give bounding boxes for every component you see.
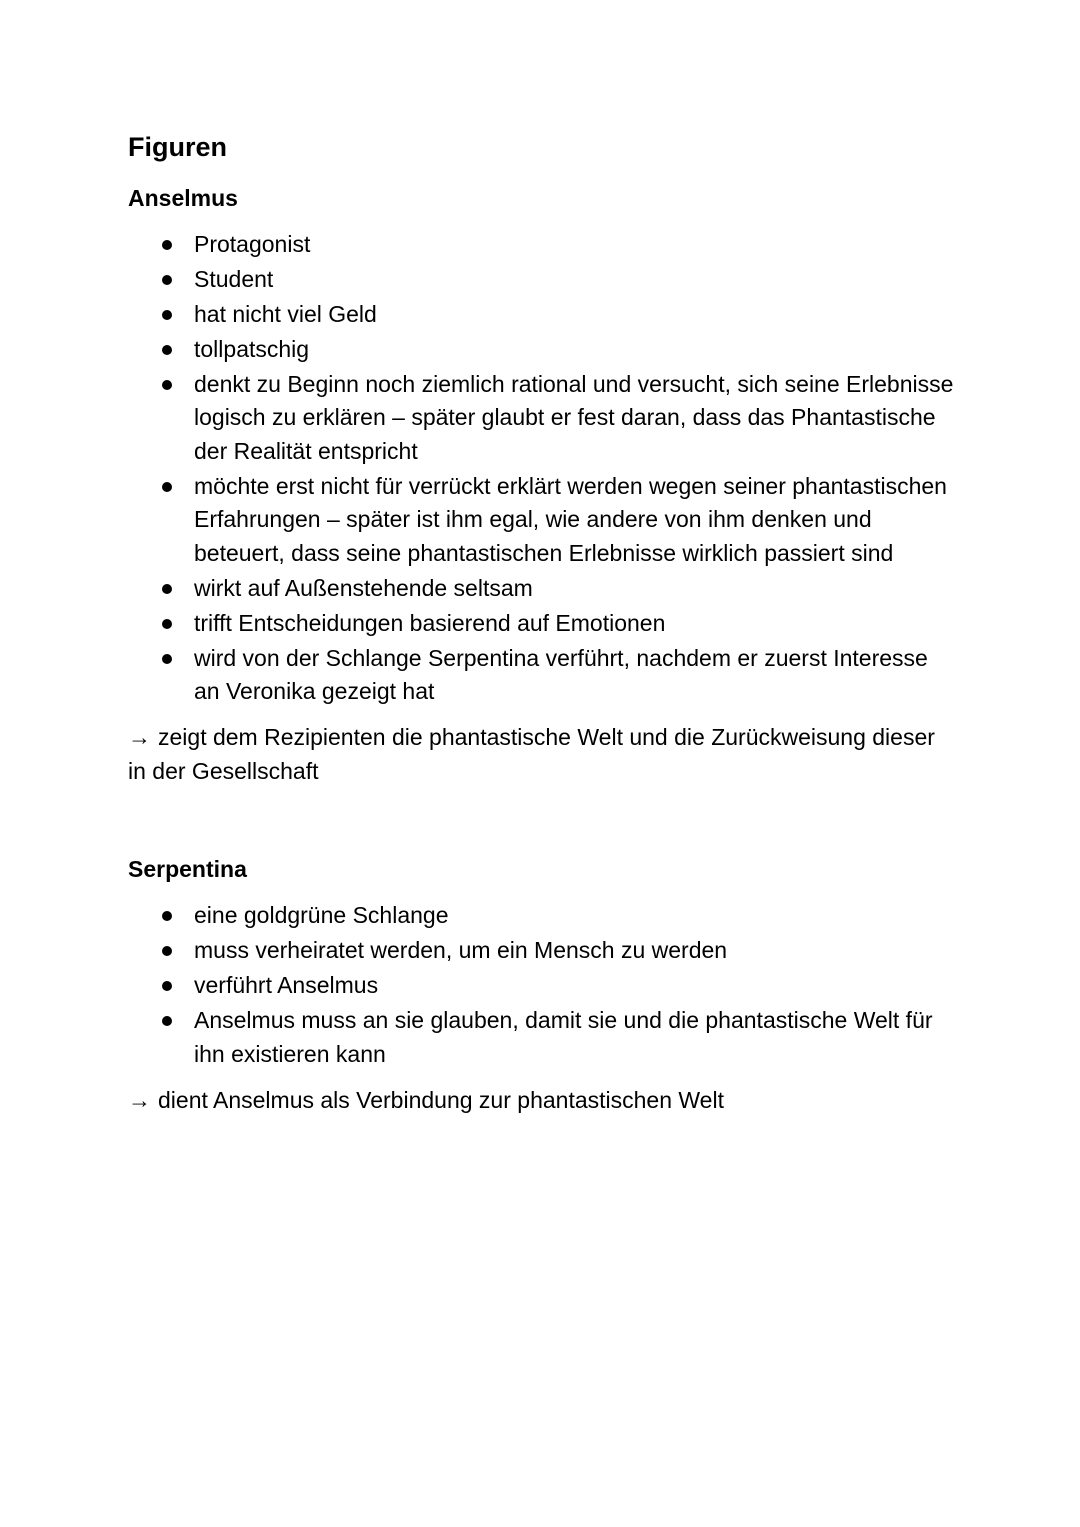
page-title: Figuren [128, 132, 227, 162]
list-item [128, 368, 958, 468]
list-item-text: muss verheiratet werden, um ein Mensch zu werden [194, 937, 728, 964]
arrow-right-icon: → [128, 724, 151, 751]
list-item-text: eine goldgrüne Schlange [194, 902, 449, 929]
bullet-icon [162, 275, 172, 285]
list-item-text: hat nicht viel Geld [194, 301, 377, 327]
bullet-icon [162, 654, 172, 664]
bullet-icon [162, 1016, 172, 1026]
bullet-icon [162, 619, 172, 629]
bullet-icon [162, 380, 172, 390]
list-item [128, 899, 958, 932]
list-item-text: möchte erst nicht für verrückt erklärt werden wegen seiner phantastischen Erfahrungen – später ist ihm egal, wie andere von ihm denken und beteuert, dass seine phantastischen Erlebnisse wirklich passiert sind [194, 472, 947, 566]
list-item-text: Protagonist [194, 231, 311, 257]
conclusion-text: zeigt dem Rezipienten die phantastische Welt und die Zurückweisung dieser in der Gesellschaft [128, 724, 935, 784]
list-item [128, 969, 958, 1002]
list-item [128, 333, 958, 366]
trait-list-serpentina [128, 899, 958, 1071]
list-item [128, 572, 958, 605]
bullet-icon [162, 310, 172, 320]
list-item-text: denkt zu Beginn noch ziemlich rational und versucht, sich seine Erlebnisse logisch zu erklären – später glaubt er fest daran, dass das Phantastische der Realität entspricht [194, 371, 954, 464]
bullet-icon [162, 584, 172, 594]
conclusion-text: dient Anselmus als Verbindung zur phantastischen Welt [158, 1087, 724, 1114]
document-page [128, 128, 958, 1117]
arrow-right-icon: → [128, 1087, 151, 1114]
list-item-text: wirkt auf Außenstehende seltsam [194, 574, 533, 601]
bullet-icon [162, 911, 172, 921]
list-item [128, 470, 958, 570]
list-item-text: verführt Anselmus [194, 972, 379, 999]
list-item [128, 228, 958, 261]
bullet-icon [162, 946, 172, 956]
list-item [128, 1004, 958, 1071]
list-item-text: Anselmus muss an sie glauben, damit sie und die phantastische Welt für ihn existieren kann [194, 1007, 933, 1067]
section-heading-anselmus: Anselmus [128, 185, 238, 211]
conclusion-serpentina [128, 1084, 958, 1117]
list-item [128, 263, 958, 296]
bullet-icon [162, 345, 172, 355]
list-item-text: wird von der Schlange Serpentina verführt, nachdem er zuerst Interesse an Veronika gezeigt hat [194, 644, 928, 705]
list-item [128, 298, 958, 331]
list-item [128, 642, 958, 709]
list-item-text: trifft Entscheidungen basierend auf Emotionen [194, 609, 666, 636]
list-item-text: Student [194, 266, 274, 292]
conclusion-anselmus [128, 721, 958, 788]
list-item [128, 934, 958, 967]
bullet-icon [162, 482, 172, 492]
bullet-icon [162, 981, 172, 991]
bullet-icon [162, 240, 172, 250]
trait-list-anselmus [128, 228, 958, 708]
section-heading-serpentina: Serpentina [128, 856, 247, 883]
list-item [128, 607, 958, 640]
list-item-text: tollpatschig [194, 336, 310, 362]
